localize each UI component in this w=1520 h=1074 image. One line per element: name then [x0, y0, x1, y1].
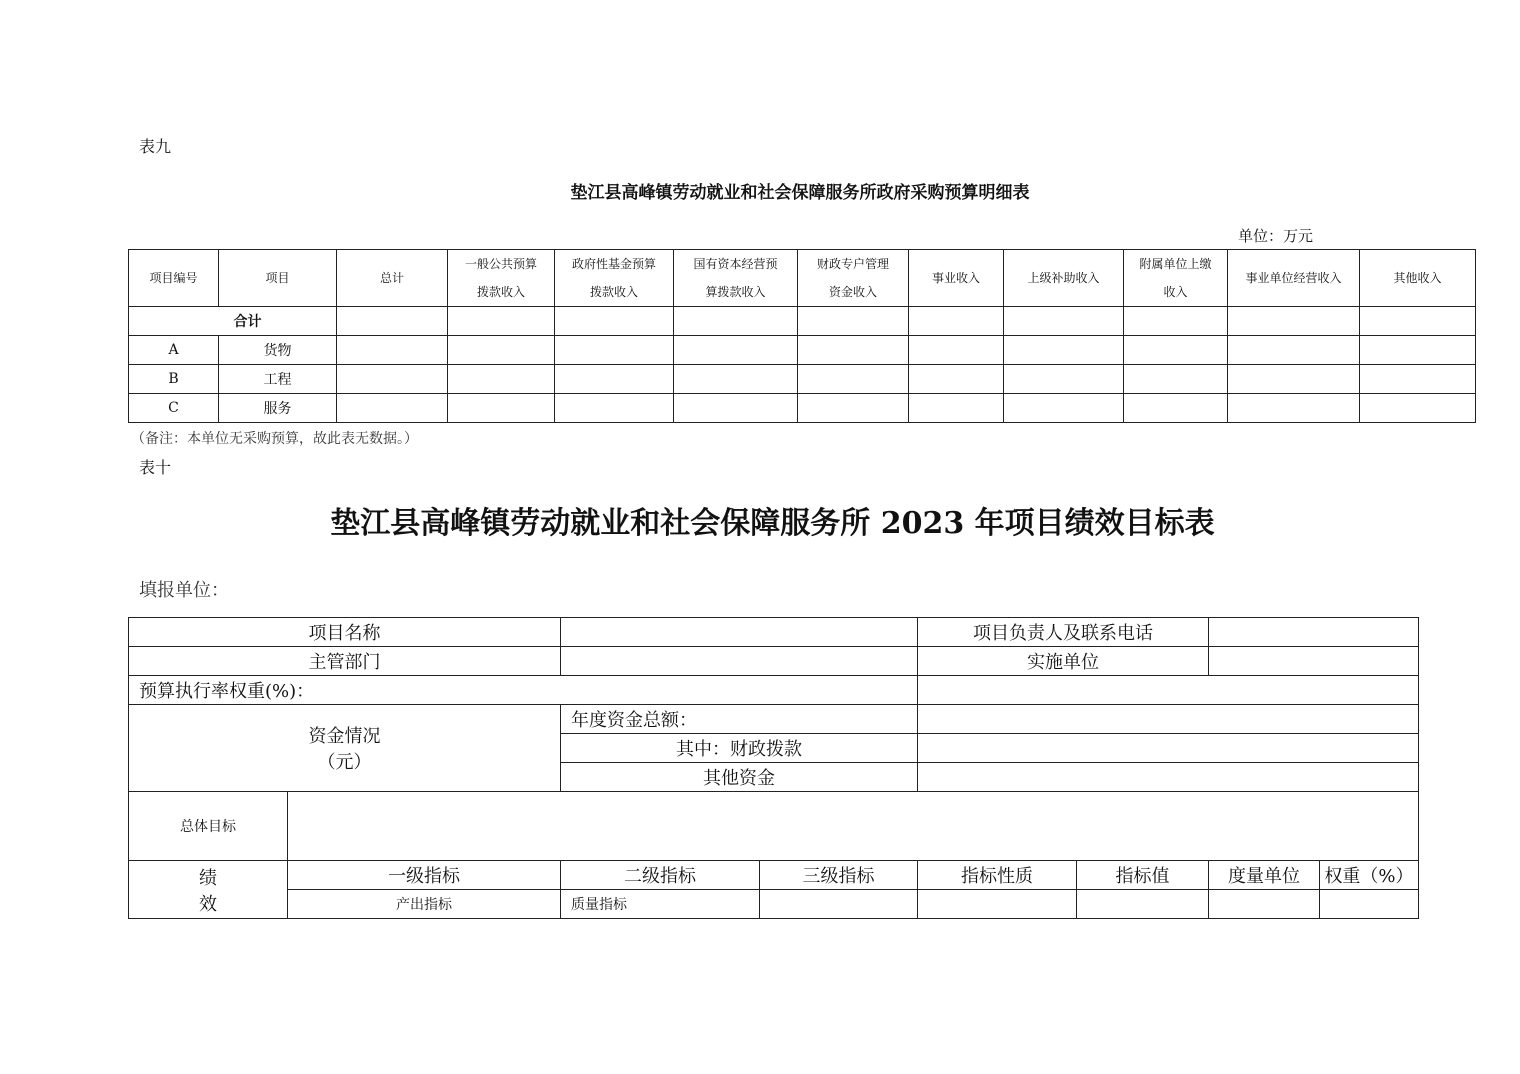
table9-unit: 单位：万元 — [1238, 227, 1314, 245]
row-item: 工程 — [219, 365, 337, 394]
header-cell: 一般公共预算 拨款收入 — [448, 250, 555, 307]
header-cell: 事业单位经营收入 — [1228, 250, 1360, 307]
other-funds-value — [918, 763, 1419, 792]
project-name-value — [561, 618, 918, 647]
row-code: B — [129, 365, 219, 394]
header-cell: 国有资本经营预 算拨款收入 — [674, 250, 798, 307]
impl-unit-value — [1209, 647, 1419, 676]
table-row — [129, 336, 1476, 365]
table-row — [129, 647, 1419, 676]
table-header-row — [129, 250, 1476, 307]
budget-rate-value — [918, 676, 1419, 705]
project-name-label: 项目名称 — [129, 618, 561, 647]
col-level1: 一级指标 — [288, 861, 561, 890]
header-cell: 事业收入 — [909, 250, 1004, 307]
header-cell: 财政专户管理 资金收入 — [798, 250, 909, 307]
other-funds-label: 其他资金 — [561, 763, 918, 792]
header-cell: 其他收入 — [1360, 250, 1476, 307]
funds-label: 资金情况 （元） — [129, 705, 561, 792]
overall-goal-label: 总体目标 — [129, 792, 288, 861]
table-row — [129, 307, 1476, 336]
filler-unit-label: 填报单位： — [139, 580, 229, 601]
annual-total-label: 年度资金总额： — [561, 705, 918, 734]
table-row — [129, 890, 1419, 919]
annual-total-value — [918, 705, 1419, 734]
project-leader-label: 项目负责人及联系电话 — [918, 618, 1209, 647]
header-cell: 项目编号 — [129, 250, 219, 307]
header-cell: 政府性基金预算 拨款收入 — [555, 250, 674, 307]
sum-label: 合计 — [129, 307, 337, 336]
budget-rate-label: 预算执行率权重(%)： — [129, 676, 918, 705]
table9-label: 表九 — [139, 137, 172, 156]
row-item: 服务 — [219, 394, 337, 423]
table-row — [129, 618, 1419, 647]
table-row — [129, 365, 1476, 394]
col-weight: 权重（%） — [1320, 861, 1419, 890]
table10-title: 垫江县高峰镇劳动就业和社会保障服务所 2023 年项目绩效目标表 — [330, 506, 1215, 541]
table9-title: 垫江县高峰镇劳动就业和社会保障服务所政府采购预算明细表 — [570, 183, 1030, 203]
table-row — [129, 792, 1419, 861]
header-cell: 总计 — [337, 250, 448, 307]
col-level2: 二级指标 — [561, 861, 760, 890]
row-item: 货物 — [219, 336, 337, 365]
header-cell: 上级补助收入 — [1004, 250, 1124, 307]
dept-label: 主管部门 — [129, 647, 561, 676]
row-code: C — [129, 394, 219, 423]
col-nature: 指标性质 — [918, 861, 1077, 890]
dept-value — [561, 647, 918, 676]
overall-goal-value — [288, 792, 1419, 861]
procurement-budget-table — [128, 249, 1476, 423]
header-cell: 项目 — [219, 250, 337, 307]
table-row — [129, 705, 1419, 734]
col-unit: 度量单位 — [1209, 861, 1320, 890]
table-row — [129, 394, 1476, 423]
col-value: 指标值 — [1077, 861, 1209, 890]
performance-label: 绩 效 — [129, 861, 288, 919]
table10-label: 表十 — [139, 458, 172, 477]
impl-unit-label: 实施单位 — [918, 647, 1209, 676]
row-level1: 产出指标 — [288, 890, 561, 919]
performance-goal-table — [128, 617, 1419, 919]
table-row — [129, 861, 1419, 890]
project-leader-value — [1209, 618, 1419, 647]
table9-note: （备注：本单位无采购预算，故此表无数据。） — [131, 431, 418, 447]
fiscal-value — [918, 734, 1419, 763]
row-level2: 质量指标 — [561, 890, 760, 919]
row-code: A — [129, 336, 219, 365]
col-level3: 三级指标 — [760, 861, 918, 890]
table-row — [129, 676, 1419, 705]
fiscal-label: 其中：财政拨款 — [561, 734, 918, 763]
header-cell: 附属单位上缴 收入 — [1124, 250, 1228, 307]
